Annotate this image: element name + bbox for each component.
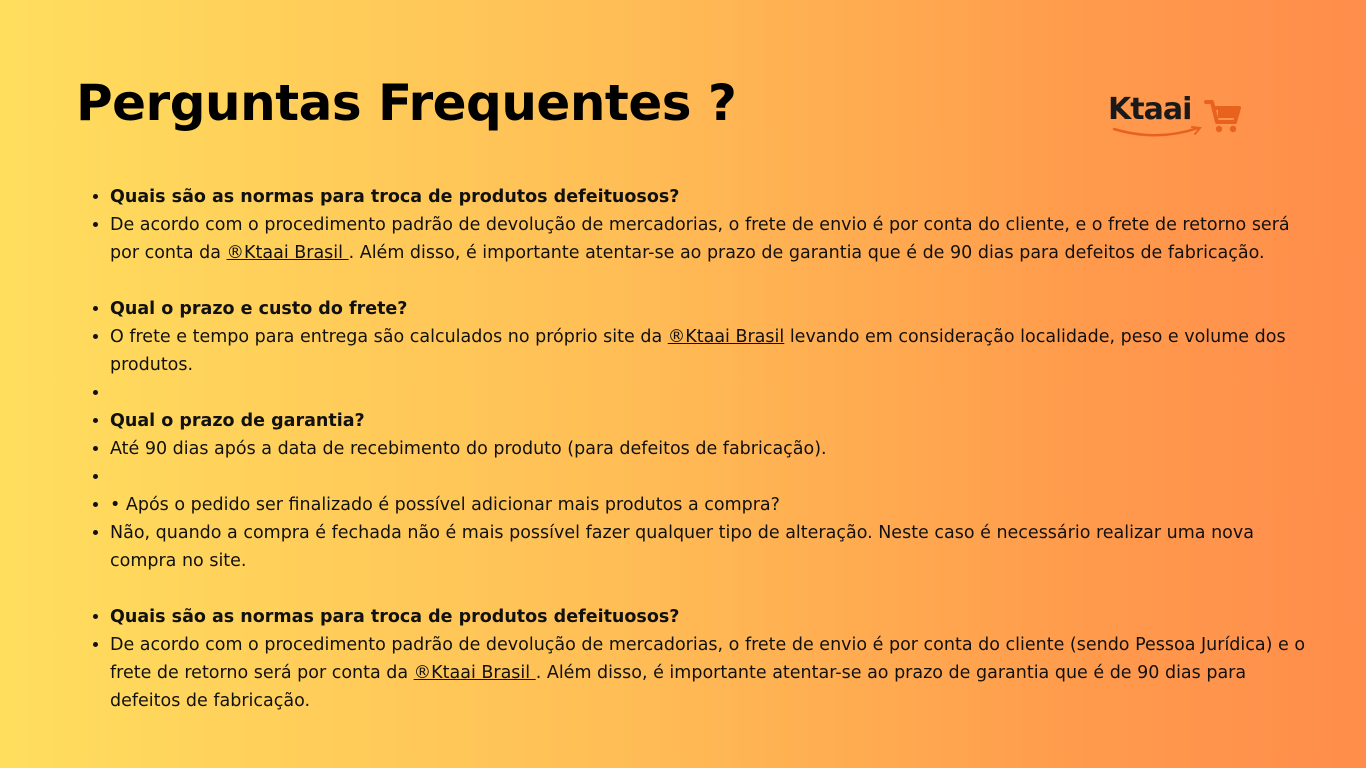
empty-list-item: [110, 463, 1320, 491]
faq-answer: [110, 519, 1320, 575]
faq-list: [90, 183, 1320, 715]
ktaai-brasil-link[interactable]: ®Ktaai Brasil: [413, 663, 536, 683]
answer-text: De acordo com o procedimento padrão de devolução de mercadorias, o frete de envio é por conta do cliente (sendo Pessoa Jurídica) e o frete de retorno será por conta da: [110, 635, 1306, 683]
list-spacer: [110, 575, 1320, 603]
logo-swoosh-icon: [1112, 126, 1202, 140]
answer-text: . Além disso, é importante atentar-se ao prazo de garantia que é de 90 dias para defeitos de fabricação.: [110, 663, 1247, 711]
faq-question: • Quais são as normas para troca de produtos defeituosos?: [110, 183, 1320, 211]
cart-icon: [1204, 96, 1242, 134]
faq-answer: [110, 435, 1320, 463]
answer-text: . Além disso, é importante atentar-se ao prazo de garantia que é de 90 dias para defeitos de fabricação.: [348, 243, 1265, 263]
faq-answer: [110, 631, 1320, 715]
faq-answer: [110, 491, 1320, 519]
faq-question: • Qual o prazo de garantia?: [110, 407, 1320, 435]
faq-question: • Quais são as normas para troca de produtos defeituosos?: [110, 603, 1320, 631]
faq-answer: [110, 323, 1320, 379]
logo-text: Ktaai: [1108, 92, 1192, 127]
answer-text: O frete e tempo para entrega são calculados no próprio site da: [110, 327, 668, 347]
list-spacer: [110, 267, 1320, 295]
faq-question: • Qual o prazo e custo do frete?: [110, 295, 1320, 323]
answer-text: levando em consideração localidade, peso e volume dos produtos.: [110, 327, 1286, 375]
ktaai-brasil-link[interactable]: ®Ktaai Brasil: [667, 327, 785, 347]
faq-answer: [110, 211, 1320, 267]
ktaai-brasil-link[interactable]: ®Ktaai Brasil: [226, 243, 349, 263]
answer-text: • Após o pedido ser finalizado é possível adicionar mais produtos a compra?: [110, 495, 780, 515]
ktaai-logo[interactable]: [1108, 92, 1248, 144]
answer-text: Não, quando a compra é fechada não é mais possível fazer qualquer tipo de alteração. Neste caso é necessário realizar uma nova compra no site.: [110, 523, 1254, 571]
answer-text: Até 90 dias após a data de recebimento do produto (para defeitos de fabricação).: [110, 439, 827, 459]
empty-list-item: [110, 379, 1320, 407]
answer-text: De acordo com o procedimento padrão de devolução de mercadorias, o frete de envio é por conta do cliente, e o frete de retorno será por conta da: [110, 215, 1290, 263]
page-title: Perguntas Frequentes ?: [76, 74, 737, 132]
